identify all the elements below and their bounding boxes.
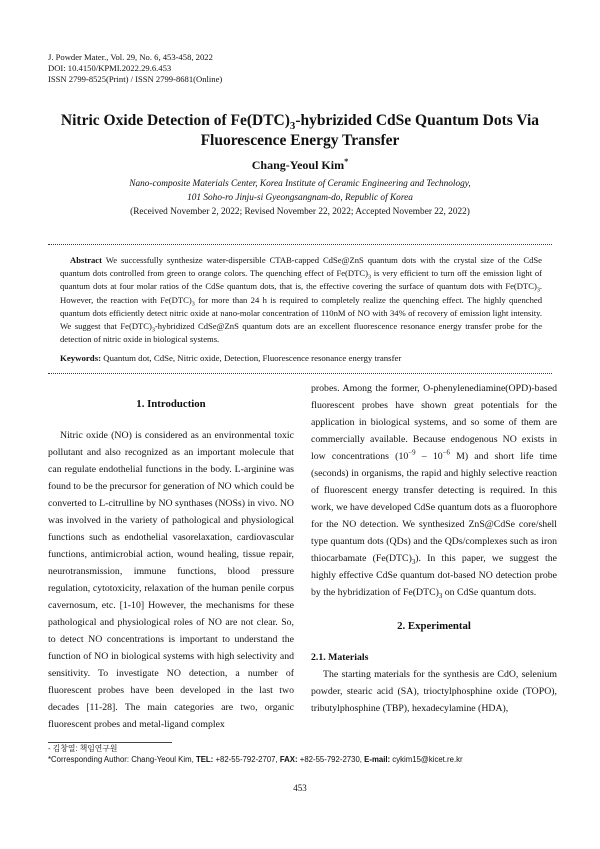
keywords-text: Quantum dot, CdSe, Nitric oxide, Detection, Fluorescence resonance energy transfer (101, 353, 402, 363)
journal-citation: J. Powder Mater., Vol. 29, No. 6, 453-458, 2022 (48, 52, 213, 62)
abstract-text-4: for more than 24 h is required to completely realize the quenching effect. The highly quenched quantum dots efficiently detect nitric oxide at nano-molar concentration of 110nM of NO with 34% of recovery of emission light intensity. We suggest that Fe(DTC) (60, 294, 542, 332)
text-span: M) and short life time (seconds) in organisms, the rapid and highly selective reaction of fluorescent energy transfer detecting is required. In this work, we have developed CdSe quantum dots as a fluorophore for the NO detection. We synthesized ZnS@CdSe core/shell type quantum dots (QDs) and the QDs/complexes such as iron thiocarbamate (Fe(DTC) (311, 451, 558, 564)
footnote-korean: - 김창열: 책임연구원 (48, 744, 118, 753)
affiliation (0, 177, 600, 219)
text-span: – 10 (415, 451, 443, 462)
text-span: *Corresponding Author: Chang-Yeoul Kim, (48, 754, 196, 764)
intro-paragraph-1: Nitric oxide (NO) is considered as an environmental toxic pollutant and also recognized as an important molecule that can regulate endothelial functions in the body. L-arginine was found to be the precursor for generation of NO which could be converted to L-citrulline by NO synthases (NOSs) in vivo. NO was involved in the variety of pathological and physiological functions such as endothelial vasorelaxation, cardiovascular functions, antimicrobial action, wound healing, tissue repair, neurotransmission, immune functions, blood pressure regulation, cytotoxicity, relaxation of the human penile corpus cavernosum, etc. [1-10] However, the mechanisms for these pathological and physiological roles of NO are not clear. So, to detect NO concentrations is important to understand the function of NO in biological systems with high selectivity and sensitivity. To investigate NO detection, a number of fluorescent probes have been developed in the last two decades [11-28]. The main categories are two, organic fluorescent probes and metal-ligand complex (48, 430, 294, 730)
author-name: Chang-Yeoul Kim (251, 158, 345, 172)
keywords (60, 353, 542, 363)
divider-top (48, 244, 552, 245)
footnote-corresponding (48, 755, 463, 766)
abstract-text-2: is very efficient to turn off the emission light of quantum dots at four molar ratios of the CdSe quantum dots, that is, the effective covering the surface of quantum dots with Fe(DTC) (60, 268, 542, 292)
subscript: 3 (367, 274, 371, 281)
superscript: −9 (408, 449, 416, 457)
text-span: probes. Among the former, O-phenylenediamine(OPD)-based fluorescent probes have shown great potentials for the application in biological systems, and so some of them are commercially available. Because endogenous NO exists in low concentrations (10 (311, 383, 557, 462)
subscript: 3 (411, 558, 416, 566)
subscript: 3 (438, 592, 443, 600)
issn: ISSN 2799-8525(Print) / ISSN 2799-8681(Online) (48, 74, 223, 84)
abstract (60, 254, 542, 346)
fax-label: FAX: (279, 754, 298, 764)
fax-value: +82-55-792-2730, (297, 754, 365, 764)
tel-value: +82-55-792-2707, (213, 754, 280, 764)
paper-title (40, 111, 560, 151)
page-number: 453 (293, 783, 307, 793)
title-part-2: -hybrizided CdSe Quantum Dots Via (295, 112, 540, 129)
subscript: 3 (191, 301, 195, 308)
keywords-label: Keywords: (60, 353, 102, 363)
left-column (48, 380, 294, 733)
title-subscript: 3 (289, 120, 296, 133)
right-column (311, 380, 557, 717)
abstract-text-5: -hybridized CdSe@ZnS quantum dots are an excellent fluorescence resonance energy transfer probe for the detection of nitric oxide in biological systems. (60, 321, 543, 345)
superscript: −6 (442, 449, 450, 457)
received-dates: (Received November 2, 2022; Revised November 22, 2022; Accepted November 22, 2022) (130, 207, 470, 217)
abstract-text-3: . However, the reaction with Fe(DTC) (60, 281, 542, 305)
subscript: 3 (536, 288, 540, 295)
materials-heading: 2.1. Materials (311, 652, 369, 663)
intro-heading: 1. Introduction (136, 398, 206, 410)
title-part-1: Nitric Oxide Detection of Fe(DTC) (60, 112, 290, 129)
materials-paragraph: The starting materials for the synthesis are CdO, selenium powder, stearic acid (SA), trioctylphosphine oxide (TOPO), tributylphosphine (TBP), hexadecylamine (HDA), (311, 669, 557, 714)
divider-bottom (48, 373, 552, 374)
email-value: cykim15@kicet.re.kr (390, 754, 463, 764)
author-mark: * (344, 157, 349, 166)
footnote (48, 744, 463, 765)
abstract-label: Abstract (70, 255, 102, 265)
title-line-2: Fluorescence Energy Transfer (200, 132, 400, 149)
author (0, 158, 600, 173)
tel-label: TEL: (195, 754, 214, 764)
journal-header (48, 52, 222, 85)
intro-paragraph-2 (311, 380, 557, 601)
doi: DOI: 10.4150/KPMI.2022.29.6.453 (48, 63, 172, 73)
affiliation-line-2: 101 Soho-ro Jinju-si Gyeongsangnam-do, Republic of Korea (187, 193, 413, 203)
text-span: on CdSe quantum dots. (442, 587, 537, 598)
footnote-rule (48, 742, 172, 743)
abstract-text-1: We successfully synthesize water-dispersible CTAB-capped CdSe@ZnS quantum dots with the crystal size of the CdSe quantum dots controlled from green to orange colors. The quenching effect of Fe(DTC) (60, 255, 542, 279)
email-label: E-mail: (364, 754, 391, 764)
affiliation-line-1: Nano-composite Materials Center, Korea Institute of Ceramic Engineering and Technology, (129, 179, 471, 189)
subscript: 3 (151, 327, 155, 334)
experimental-heading: 2. Experimental (397, 620, 471, 632)
text-span: ). In this paper, we suggest the highly effective CdSe quantum dot-based NO detection probe by the hybridization of Fe(DTC) (311, 553, 557, 598)
